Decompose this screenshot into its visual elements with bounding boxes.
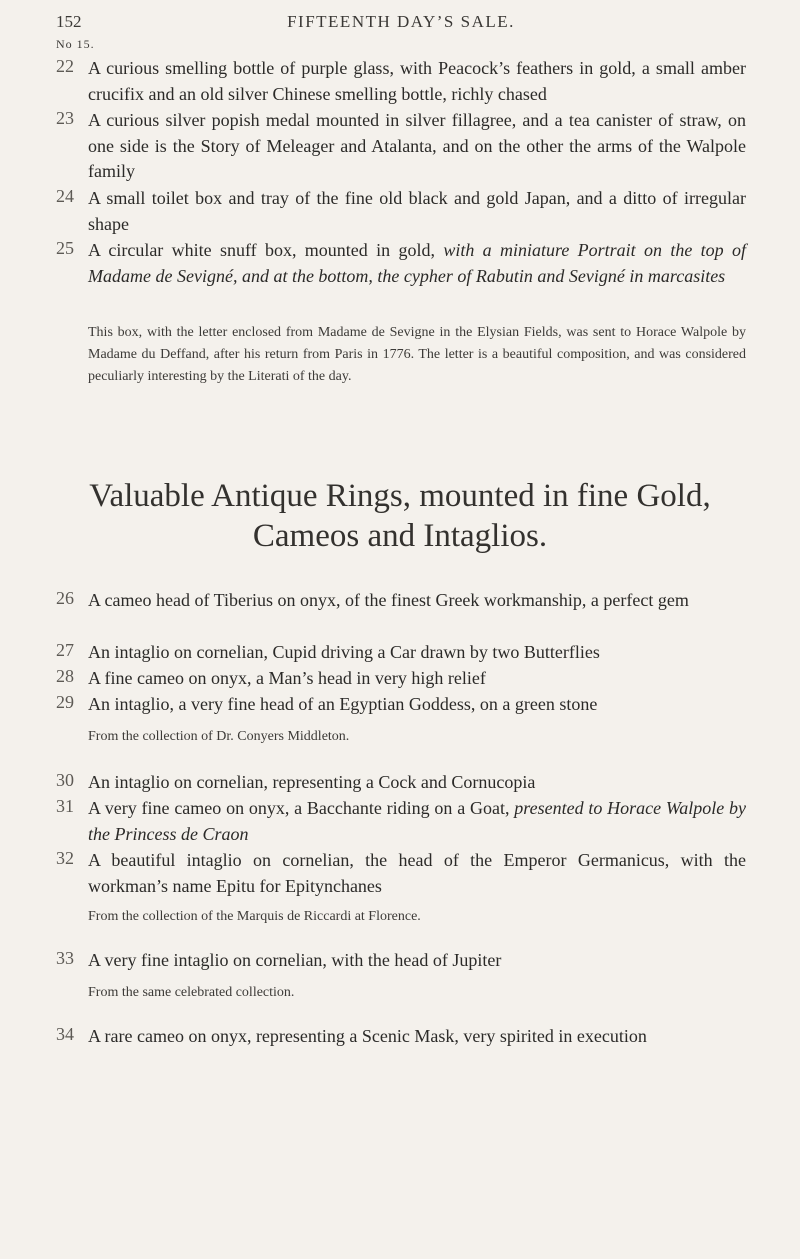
lot-description-plain: A very fine cameo on onyx, a Bacchante riding on a Goat, [88, 798, 510, 818]
lot-description: An intaglio on cornelian, representing a Cock and Cornucopia [88, 772, 536, 792]
lot-entry [56, 108, 746, 185]
running-head [56, 12, 746, 36]
lot-number: 31 [56, 796, 74, 816]
lot-description: A rare cameo on onyx, representing a Scenic Mask, very spirited in execution [88, 1026, 647, 1046]
lot-entry [56, 1024, 746, 1050]
lot-number: 34 [56, 1024, 74, 1044]
lot-description: A beautiful intaglio on cornelian, the head of the Emperor Germanicus, with the workman’s name Epitu for Epitynchanes [88, 850, 746, 896]
running-title: FIFTEENTH DAY’S SALE. [287, 12, 515, 31]
lot-description-italic: presented to Horace Walpole by the Princess de Craon [88, 798, 747, 844]
lot-entry [56, 770, 746, 796]
lot-number: 23 [56, 108, 74, 128]
provenance-note: From the collection of Dr. Conyers Middleton. [88, 729, 350, 744]
lot-entry [56, 56, 746, 107]
lot-entry [56, 948, 746, 974]
lot-entry [56, 588, 746, 614]
lot-number: 32 [56, 848, 74, 868]
lot-number: 28 [56, 666, 74, 686]
page-number: 152 [56, 12, 82, 31]
lot-description: A very fine intaglio on cornelian, with the head of Jupiter [88, 950, 502, 970]
section-title [40, 476, 760, 556]
lot-number: 24 [56, 186, 74, 206]
section-title-line-1: Valuable Antique Rings, mounted in fine Gold, [89, 478, 711, 514]
lot-number: 26 [56, 588, 74, 608]
provenance-note: From the collection of the Marquis de Riccardi at Florence. [88, 909, 421, 924]
lot-entry [56, 640, 746, 666]
lot-entry [56, 238, 746, 289]
lot-description-plain: A circular white snuff box, mounted in gold, [88, 240, 435, 260]
lot-description [88, 238, 746, 289]
lot-entry [56, 186, 746, 237]
section-title-line-2: Cameos and Intaglios. [252, 518, 548, 554]
lot-description: A curious smelling bottle of purple glass, with Peacock’s feathers in gold, a small amber crucifix and an old silver Chinese smelling bottle, richly chased [88, 58, 746, 104]
provenance-note: This box, with the letter enclosed from Madame de Sevigne in the Elysian Fields, was sent to Horace Walpole by Madame du Deffand, after his return from Paris in 1776. The letter is a beautiful composition, and was considered peculiarly interesting by the Literati of the day. [88, 325, 746, 384]
lot-number: 30 [56, 770, 74, 790]
lot-number: 22 [56, 56, 74, 76]
lot-number: 25 [56, 238, 74, 258]
lot-number: 33 [56, 948, 74, 968]
lot-entry [56, 796, 746, 847]
lot-entry [56, 666, 746, 692]
lot-description [88, 796, 746, 847]
lot-description: A curious silver popish medal mounted in silver fillagree, and a tea canister of straw, on one side is the Story of Meleager and Atalanta, and on the other the arms of the Walpole family [88, 110, 746, 181]
sale-number-label: No 15. [56, 37, 95, 51]
lot-description: An intaglio on cornelian, Cupid driving a Car drawn by two Butterflies [88, 642, 600, 662]
lot-number: 29 [56, 692, 74, 712]
lot-entry [56, 848, 746, 899]
lot-description-italic: with a miniature Portrait on the top of Madame de Sevigné, and at the bottom, the cypher of Rabutin and Sevigné in marcasites [88, 240, 746, 286]
lot-description: A small toilet box and tray of the fine old black and gold Japan, and a ditto of irregular shape [88, 188, 746, 234]
lot-description: A fine cameo on onyx, a Man’s head in very high relief [88, 668, 486, 688]
provenance-note: From the same celebrated collection. [88, 985, 295, 1000]
lot-description: A cameo head of Tiberius on onyx, of the finest Greek workmanship, a perfect gem [88, 590, 689, 610]
lot-entry [56, 692, 746, 718]
lot-number: 27 [56, 640, 74, 660]
lot-description: An intaglio, a very fine head of an Egyptian Goddess, on a green stone [88, 694, 598, 714]
